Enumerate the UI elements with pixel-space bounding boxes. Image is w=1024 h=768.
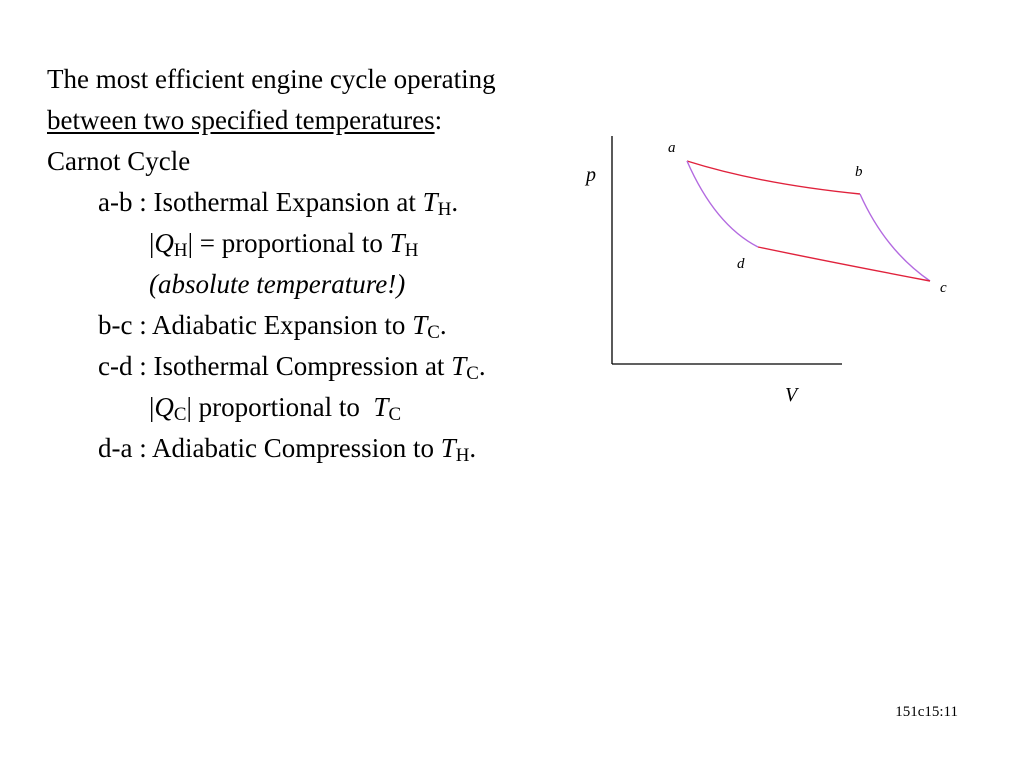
step-bc-lead: b-c : Adiabatic Expansion to: [98, 310, 413, 340]
qh-bar-open: |: [149, 228, 155, 258]
title-text-2-underlined: between two specified temperatures: [47, 105, 435, 135]
step-da-lead: d-a : Adiabatic Compression to: [98, 433, 441, 463]
qh-mid: | = proportional to: [187, 228, 390, 258]
qh-note: (absolute temperature!): [149, 269, 406, 299]
qh-var: Q: [154, 228, 174, 258]
step-bc-var: T: [412, 310, 428, 340]
step-ab-end: .: [451, 187, 459, 217]
step-da-end: .: [469, 433, 477, 463]
point-label-b: b: [855, 164, 863, 180]
point-label-a: a: [668, 140, 676, 156]
slide-number: 151c15:11: [895, 704, 958, 720]
step-da-sub: H: [455, 445, 470, 467]
step-ab-var: T: [422, 187, 438, 217]
step-cd-var: T: [451, 351, 467, 381]
isotherm-cd: [758, 247, 930, 281]
p-axis-label: p: [586, 164, 596, 186]
step-bc-end: .: [439, 310, 447, 340]
qc-bar-open: |: [149, 392, 155, 422]
qc-sub2: C: [388, 404, 402, 426]
qc-var: Q: [154, 392, 174, 422]
adiabat-bc: [860, 194, 930, 281]
adiabat-da: [687, 161, 758, 247]
step-ab-lead: a-b : Isothermal Expansion at: [98, 187, 423, 217]
qh-var2: T: [389, 228, 405, 258]
isotherm-ab: [687, 161, 860, 194]
step-da-var: T: [440, 433, 456, 463]
title-colon: :: [434, 105, 443, 135]
qc-sub: C: [173, 404, 187, 426]
step-cd-lead: c-d : Isothermal Compression at: [98, 351, 452, 381]
step-cd-end: .: [478, 351, 486, 381]
qc-var2: T: [373, 392, 389, 422]
step-ab-sub: H: [437, 199, 452, 221]
point-label-c: c: [940, 280, 947, 296]
qh-sub: H: [173, 240, 188, 262]
point-label-d: d: [737, 256, 745, 272]
carnot-heading-text: Carnot Cycle: [47, 146, 191, 176]
qh-sub2: H: [404, 240, 419, 262]
v-axis-label: V: [785, 384, 798, 406]
qc-mid: | proportional to: [186, 392, 374, 422]
step-cd-sub: C: [466, 363, 479, 385]
step-bc-sub: C: [427, 322, 440, 344]
title-text-1: The most efficient engine cycle operating: [47, 64, 496, 94]
